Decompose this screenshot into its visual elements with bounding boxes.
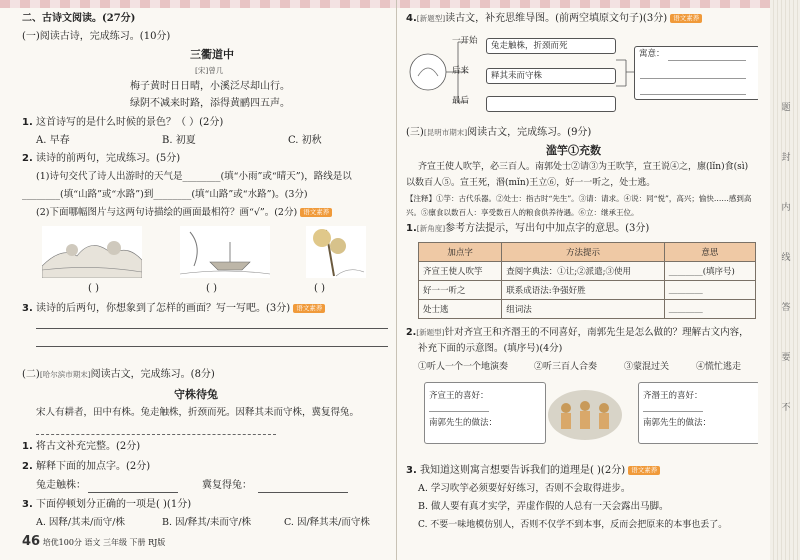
question-3: 3. 读诗的后两句，你想象到了怎样的画面？写一写吧。(3分) 语文素养: [22, 302, 325, 316]
map-box-1: 兔走触株，折颈而死: [486, 38, 616, 54]
moral-line-1[interactable]: [668, 60, 746, 61]
table-cell: 查阅字典法：①让;②派遣;③使用: [502, 262, 664, 281]
boat-on-river-illustration: [180, 226, 270, 278]
note-line-1: 【注释】①竽：古代乐器。②处士：指古时“先生”。③请：请求。④说：同“悦”，高兴；愉快……感到高: [406, 194, 752, 203]
edge-char: 线: [781, 253, 791, 263]
note-line-2: 兴。⑤廪食以数百人：享受数百人的粮食供养待遇。⑥立：继承王位。: [406, 208, 639, 217]
story-para-2: 以数百人⑤。宣王死，湣(mǐn)王立⑥，好一一听之，处士逃。: [406, 178, 656, 188]
r2-option-4: ④慌忙逃走: [696, 362, 742, 372]
story-title: 守株待兔: [174, 388, 218, 401]
musicians-illustration: [548, 390, 622, 440]
map-box-3[interactable]: [486, 96, 616, 112]
edge-char: 不: [781, 403, 791, 413]
s2-answer-a[interactable]: [88, 492, 178, 493]
map-moral-box[interactable]: [634, 46, 758, 100]
r2-option-3: ③蒙混过关: [624, 362, 670, 372]
map-label-start: 一开始: [452, 36, 478, 46]
answer-line-2[interactable]: [36, 346, 388, 347]
left-diagram-box: [424, 382, 546, 444]
right-box-label-2: 南郭先生的做法：: [643, 418, 712, 428]
q2-part1-line1: (1)诗句交代了诗人出游时的天气是________(填“小雨”或“晴天”)，路线是以: [36, 171, 352, 182]
edge-char: 题: [781, 103, 791, 113]
story-question-3: 3. 下面停顿划分正确的一项是( )(1分): [22, 499, 192, 510]
right-question-1: 1.[新角度]参考方法提示，写出句中加点字的意思。(3分): [406, 223, 650, 234]
q1-option-b: B. 初夏: [162, 135, 196, 146]
edge-char: 封: [781, 153, 791, 163]
right-question-3: 3. 我知道这则寓言想要告诉我们的道理是( )(2分) 语文素养: [406, 464, 660, 478]
question-4: 4.[新题型]读古文，补充思维导图。(前两空填原文句子)(3分) 语文素养: [406, 12, 702, 26]
table-answer-cell[interactable]: ________: [664, 300, 755, 319]
story-title-2: 滥竽①充数: [546, 144, 601, 157]
page-divider: [396, 0, 397, 560]
musicians-icon: [548, 390, 622, 440]
table-header: 加点字: [419, 243, 502, 262]
r2-option-2: ②听三百人合奏: [534, 362, 598, 372]
table-row: [419, 281, 756, 300]
story-para-1: 齐宣王使人吹竽，必三百人。南郭处士②请③为王吹竽，宣王说④之，廪(lǐn)食(sì): [418, 162, 749, 172]
scene-picture-1: [42, 226, 142, 278]
mountain-river-illustration: [42, 226, 142, 278]
moral-line-2[interactable]: [640, 78, 746, 79]
right-question-2: 2.[新题型]针对齐宣王和齐湣王的不同喜好，南郭先生是怎么做的？理解古文内容，: [406, 327, 749, 338]
story-question-1: 1. 将古文补充完整。(2分): [22, 441, 141, 452]
part2-title: (二)[哈尔滨市期末]阅读古文，完成练习。(8分): [22, 369, 215, 380]
left-box-line-1[interactable]: [429, 403, 489, 412]
s2-answer-b[interactable]: [258, 492, 348, 493]
story-text: 宋人有耕者，田中有株。兔走触株，折颈而死。因释其耒而守株，冀复得兔。: [36, 407, 360, 418]
question-2: 2. 读诗的前两句，完成练习。(5分): [22, 153, 181, 164]
fill-in-line[interactable]: [36, 434, 276, 435]
right-diagram-box: [638, 382, 758, 444]
s3-option-a: A. 因释/其耒/而守/株: [36, 517, 126, 528]
right-question-2-cont: 补充下面的示意图。(填序号)(4分): [418, 343, 563, 354]
question-1: 1. 这首诗写的是什么时候的景色？（ ）(2分): [22, 117, 224, 128]
s3-option-b: B. 因/释其/耒而守/株: [162, 517, 252, 528]
right-column: [406, 0, 758, 560]
table-cell: 组词法: [502, 300, 664, 319]
table-header-row: [419, 243, 756, 262]
r3-option-c: C. 不要一味地模仿别人，否则不仅学不到本事，反而会把原来的本事也丢了。: [418, 520, 728, 530]
q1-option-c: C. 初秋: [288, 135, 322, 146]
s2-item-b: 冀复得兔：: [202, 480, 252, 491]
r2-option-1: ①听人一个一个地演奏: [418, 362, 509, 372]
left-column: [22, 0, 390, 560]
footer-text: 培优100分 语文 三年级 下册 RJ版: [42, 538, 166, 547]
s2-item-a: 兔走触株：: [36, 480, 86, 491]
tree-path-illustration: [306, 226, 366, 278]
literacy-badge: 语文素养: [670, 14, 702, 23]
table-cell: 联系成语法:争强好胜: [502, 281, 664, 300]
story-question-2: 2. 解释下面的加点字。(2分): [22, 461, 151, 472]
r3-option-b: B. 做人要有真才实学，弄虚作假的人总有一天会露出马脚。: [418, 501, 669, 512]
table-cell: 处士逃: [419, 300, 502, 319]
table-answer-cell[interactable]: ________(填序号): [664, 262, 755, 281]
table-cell: 好一一听之: [419, 281, 502, 300]
picture-2-answer[interactable]: ( ): [206, 283, 217, 294]
table-header: 意思: [664, 243, 755, 262]
page-footer: [22, 534, 165, 549]
edge-char: 要: [781, 353, 791, 363]
part3-title: (三)[昆明市期末]阅读古文，完成练习。(9分): [406, 127, 592, 138]
section-heading: 二、古诗文阅读。(27分): [22, 13, 136, 24]
moral-line-3[interactable]: [640, 94, 746, 95]
map-box-2: 释其耒而守株: [486, 68, 616, 84]
map-label-later: 后来: [452, 66, 470, 76]
q2-part1-line2: ________(填“山路”或“水路”)到________(填“山路”或“水路”)。(3分): [22, 189, 308, 200]
poem-line-2: 绿阴不减来时路，添得黄鹂四五声。: [130, 98, 290, 109]
left-box-label-2: 南郭先生的做法：: [429, 418, 498, 428]
moral-label: 寓意：: [639, 49, 665, 59]
table-cell: 齐宣王使人吹竽: [419, 262, 502, 281]
answer-line-1[interactable]: [36, 328, 388, 329]
edge-char: 内: [781, 203, 791, 213]
literacy-badge: 语文素养: [293, 304, 325, 313]
q2-part2: (2)下面哪幅图片与这两句诗描绘的画面最相符？画“√”。(2分) 语文素养: [36, 206, 332, 220]
left-box-label-1: 齐宣王的喜好：: [429, 391, 489, 401]
picture-1-answer[interactable]: ( ): [88, 283, 99, 294]
picture-3-answer[interactable]: ( ): [314, 283, 325, 294]
part1-title: (一)阅读古诗，完成练习。(10分): [22, 31, 171, 42]
scene-picture-3: [306, 226, 366, 278]
poem-author: [宋]曾几: [195, 66, 224, 75]
table-row: [419, 300, 756, 319]
right-box-line-1[interactable]: [643, 403, 703, 412]
right-box-label-1: 齐湣王的喜好：: [643, 391, 703, 401]
poem-line-1: 梅子黄时日日晴，小溪泛尽却山行。: [130, 81, 290, 92]
edge-char: 答: [781, 303, 791, 313]
q1-option-a: A. 早春: [36, 135, 70, 146]
s3-option-c: C. 因/释其耒/而守株: [284, 517, 370, 528]
binding-edge: [770, 0, 800, 560]
r3-option-a: A. 学习吹竽必须要好好练习，否则不会取得进步。: [418, 483, 631, 494]
literacy-badge: 语文素养: [628, 466, 660, 475]
map-label-end: 最后: [452, 96, 470, 106]
table-header: 方法提示: [502, 243, 664, 262]
page-number: 46: [22, 534, 41, 549]
method-table: [418, 242, 756, 319]
poem-title: 三衢道中: [190, 48, 234, 61]
table-answer-cell[interactable]: ________: [664, 281, 755, 300]
scene-picture-2: [180, 226, 270, 278]
literacy-badge: 语文素养: [300, 208, 332, 217]
table-row: [419, 262, 756, 281]
